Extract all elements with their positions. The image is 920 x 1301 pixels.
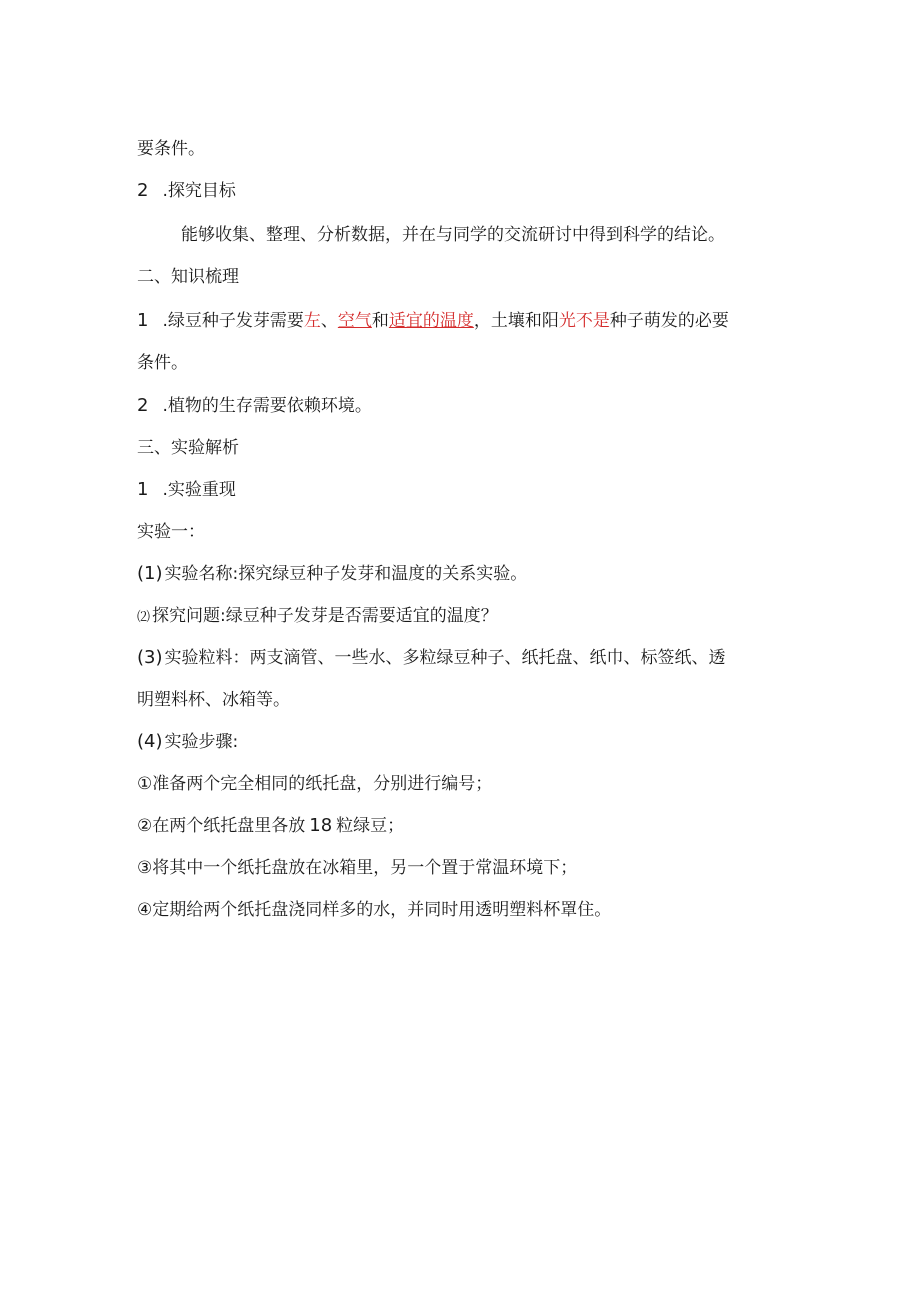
experiment-steps: [137, 731, 238, 753]
step-3: [137, 857, 577, 879]
text: 实验步骤:: [164, 732, 239, 752]
section-heading-3: [137, 437, 239, 459]
item-number: 1: [137, 479, 149, 500]
text: 实验一：: [137, 522, 205, 542]
item-number: (1): [137, 563, 163, 584]
experiment-materials-cont: [137, 689, 290, 711]
knowledge-item-1-cont: [137, 352, 188, 374]
text: 和: [371, 311, 389, 331]
item-number: (3): [137, 647, 163, 668]
item-number: (4): [137, 731, 163, 752]
experiment-one-label: [137, 521, 205, 543]
number-text: 18: [309, 815, 333, 836]
text: 实验名称:探究绿豆种子发芽和温度的关系实验。: [164, 564, 528, 584]
text: 明塑料杯、冰箱等。: [137, 690, 290, 710]
highlight-text: 光不是: [558, 311, 610, 331]
section-heading-2: [137, 266, 239, 288]
experiment-question: [137, 605, 498, 629]
text: ，土壤和阳: [473, 311, 559, 331]
text: 种子萌发的必要: [609, 311, 729, 331]
text: .绿豆种子发芽需要: [162, 311, 304, 331]
text: ②在两个纸托盘里各放: [137, 816, 306, 836]
item-number: ⑵: [137, 610, 151, 625]
text: 粒绿豆；: [336, 816, 405, 836]
heading-text: .探究目标: [162, 181, 236, 201]
experiment-materials: [137, 647, 726, 669]
knowledge-item-1: [137, 310, 729, 332]
text: 探究问题:绿豆种子发芽是否需要适宜的温度？: [152, 606, 498, 626]
text: 条件。: [137, 353, 188, 373]
text: 能够收集、整理、分析数据，并在与同学的交流研讨中得到科学的结论。: [181, 225, 725, 245]
paragraph-continuation: [137, 138, 205, 160]
analysis-item-1: [137, 479, 236, 501]
text: 实验粒料：两支滴管、一些水、多粒绿豆种子、纸托盘、纸巾、标签纸、透: [164, 648, 726, 668]
text: ④定期给两个纸托盘浇同样多的水，并同时用透明塑料杯罩住。: [137, 900, 612, 920]
text: ③将其中一个纸托盘放在冰箱里，另一个置于常温环境下；: [137, 858, 578, 878]
highlight-underline-text: 适宜的温度: [388, 311, 474, 331]
step-4: [137, 899, 611, 921]
text: ①准备两个完全相同的纸托盘，分别进行编号；: [137, 774, 493, 794]
item-number: 2: [137, 395, 149, 416]
step-2: [137, 815, 404, 837]
knowledge-item-2: [137, 395, 372, 417]
heading-text: 三、实验解析: [137, 438, 239, 458]
highlight-underline-text: 空气: [337, 311, 372, 331]
experiment-name: [137, 563, 527, 585]
heading-text: 二、知识梳理: [137, 267, 239, 287]
heading-text: .实验重现: [162, 480, 236, 500]
item-number: 2: [137, 180, 149, 201]
text: .植物的生存需要依赖环境。: [162, 396, 372, 416]
highlight-text: 左: [303, 311, 321, 331]
step-1: [137, 773, 492, 795]
text: 要条件。: [137, 139, 205, 159]
goal-paragraph: [181, 224, 725, 246]
item-number: 1: [137, 310, 149, 331]
item-2-goal: [137, 180, 236, 202]
text: 、: [320, 311, 338, 331]
